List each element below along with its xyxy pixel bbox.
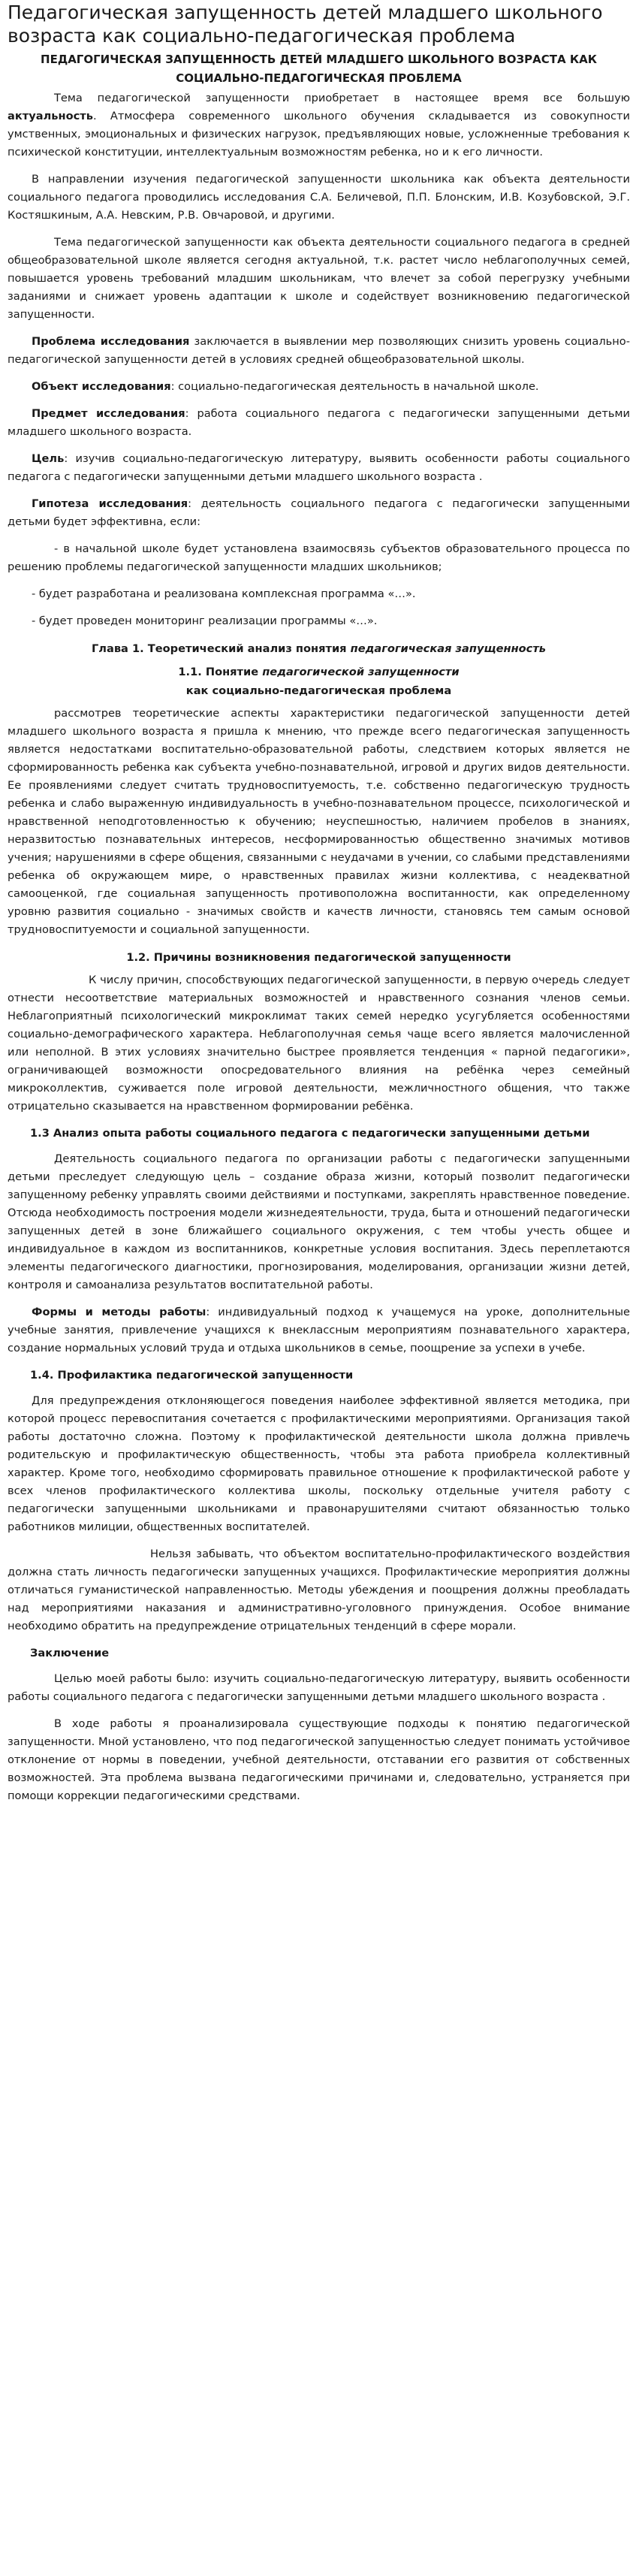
intro-paragraph-research: В направлении изучения педагогической запущенности школьника как объекта деятельности социального педагога проводились исследования С.А. Беличевой, П.П. Блонским, И.В. Козубовской, Э.Г. Костяшкиным, А.А. Невским, Р.В. Овчаровой, и другими. — [8, 173, 630, 222]
hypothesis-label: Гипотеза исследования — [32, 497, 188, 510]
problem-label: Проблема исследования — [32, 335, 190, 348]
section-heading-1-3: 1.3 Анализ опыта работы социального педагога с педагогически запущенными детьми — [30, 1127, 590, 1140]
research-hypothesis: Гипотеза исследования: деятельность социального педагога с педагогически запущенными детьми будет эффективна, если: — [8, 497, 631, 528]
goal-label: Цель — [32, 452, 65, 465]
section-heading-1-2: 1.2. Причины возникновения педагогической запущенности — [126, 951, 511, 964]
subject-label: Предмет исследования — [32, 407, 185, 420]
hypothesis-condition: - в начальной школе будет установлена взаимосвязь субъектов образовательного процесса по решению проблемы педагогической запущенности младших школьников; — [8, 542, 630, 573]
section-1-3-paragraph: Деятельность социального педагога по организации работы с педагогически запущенными детьми преследует следующую цель – создание образа жизни, который позволит педагогически запущенному ребенку управлять своими действиями и поступками, закреплять нравственное поведение. Отсюда необходимость построения модели жизнедеятельности, труда, быта и отношений педагогически запущенных детей в зоне ближайшего социального окружения, с тем чтобы учесть общее и индивидуальное в каждом из воспитанников, конкретные условия воспитания. Здесь переплетаются элементы педагогического диагностики, прогнозирования, моделирования, организации жизни детей, контроля и самоанализа результатов воспитательной работы. — [8, 1152, 630, 1291]
section-heading-1-1: 1.1. Понятие педагогической запущенности как социально-педагогическая проблема — [178, 666, 460, 697]
section-1-1-paragraph: рассмотрев теоретические аспекты характеристики педагогической запущенности детей младшего школьного возраста я пришла к мнению, что прежде всего педагогическая запущенность является недостатками воспитательно-образовательной работы, следствием которых является не сформированность ребенка как субъекта учебно-познавательной, игровой и других видов деятельности. Ее проявлениями следует считать трудновоспитуемость, т.е. собственно педагогическую трудность ребенка и слабо выраженную индивидуальность в учебно-познавательном процессе, психологической и нравственной неподготовленностью к обучению; неуспешностью, наличием пробелов в знаниях, неразвитостью познавательных интересов, несформированностью общественно значимых мотивов учения; нарушениями в сфере общения, связанными с неудачами в учении, со слабыми представлениями ребенка об окружающем мире, о нравственных правилах жизни коллектива, с неадекватной самооценкой, где социальная запущенность противоположна воспитанности, как определенному уровню развития социально - значимых свойств и качеств личности, становясь тем самым основой трудновоспитуемости и социальной запущенности. — [8, 707, 630, 936]
object-label: Объект исследования — [32, 380, 171, 393]
research-problem: Проблема исследования заключается в выявлении мер позволяющих снизить уровень социально-педагогической запущенности детей в условиях средней общеобразовательной школы. — [8, 335, 630, 366]
intro-paragraph-topic: Тема педагогической запущенности как объекта деятельности социального педагога в средней общеобразовательной школе является сегодня актуальной, т.к. растет число неблагополучных семей, повышается уровень требований младшим школьникам, что влечет за собой перегрузку учебными заданиями и снижает уровень адаптации к школе и содействует возникновению педагогической запущенности. — [8, 236, 630, 321]
forms-label: Формы и методы работы — [32, 1306, 206, 1318]
chapter-heading: Глава 1. Теоретический анализ понятия педагогическая запущенность — [91, 642, 547, 655]
research-goal: Цель: изучив социально-педагогическую литературу, выявить особенности работы социального педагога с педагогически запущенными детьми младшего школьного возраста . — [8, 452, 630, 483]
forms-and-methods: Формы и методы работы: индивидуальный подход к учащемуся на уроке, дополнительные учебные занятия, привлечение учащихся к внеклассным мероприятиям познавательного характера, создание нормальных условий труда и отдыха школьников в семье, поощрение за успехи в учебе. — [8, 1306, 631, 1354]
research-object: Объект исследования: социально-педагогическая деятельность в начальной школе. — [32, 380, 539, 393]
relevance-term: актуальность — [8, 110, 93, 122]
section-1-4-paragraph: Нельзя забывать, что объектом воспитательно-профилактического воздействия должна стать личность педагогически запущенных учащихся. Профилактические мероприятия должны отличаться гуманистической направленностью. Методы убеждения и поощрения должны преобладать над мероприятиями наказания и административно-уголовного принуждения. Особое внимание необходимо обратить на предупреждение отрицательных тенденций в сфере морали. — [8, 1548, 630, 1632]
hypothesis-condition: - будет проведен мониторинг реализации программы «…». — [32, 615, 378, 627]
section-heading-1-4: 1.4. Профилактика педагогической запущенности — [30, 1369, 354, 1382]
conclusion-heading: Заключение — [30, 1647, 110, 1659]
conclusion-paragraph: Целью моей работы было: изучить социально-педагогическую литературу, выявить особенности работы социального педагога с педагогически запущенными детьми младшего школьного возраста . — [8, 1672, 630, 1703]
section-1-4-paragraph: Для предупреждения отклоняющегося поведения наиболее эффективной является методика, при которой процесс перевоспитания сочетается с профилактическими мероприятиями. Организация такой работы достаточно сложна. Поэтому к профилактической деятельности школа должна привлечь родительскую и профилактическую общественность, чтобы эта работа приобрела коллективный характер. Кроме того, необходимо сформировать правильное отношение к профилактической работе у всех членов профилактического коллектива школы, поскольку отдельные учителя работу с педагогически запущенными школьниками и правонарушителями считают обязанностью только работников милиции, общественных воспитателей. — [8, 1394, 630, 1533]
research-subject: Предмет исследования: работа социального педагога с педагогически запущенными детьми младшего школьного возраста. — [8, 407, 630, 438]
document-title: Педагогическая запущенность детей младшего школьного возраста как социально-педагогическая проблема — [8, 2, 603, 47]
section-1-2-paragraph: К числу причин, способствующих педагогической запущенности, в первую очередь следует отнести несоответствие материальных возможностей и нравственного сознания членов семьи. Неблагоприятный психологический микроклимат таких семей нередко усугубляется особенностями социально-демографического характера. Неблагополучная семья чаще всего является малочисленной или неполной. В этих условиях значительно быстрее проявляется тенденция « парной педагогики», ограничивающей возможности опосредовательного влияния на ребёнка через семейный микроколлектив, суживается поле игровой деятельности, межличностного общения, что также отрицательно сказывается на нравственном формировании ребёнка. — [8, 974, 630, 1113]
document-subtitle: ПЕДАГОГИЧЕСКАЯ ЗАПУЩЕННОСТЬ ДЕТЕЙ МЛАДШЕГО ШКОЛЬНОГО ВОЗРАСТА КАК СОЦИАЛЬНО-ПЕДАГОГИЧЕСКАЯ ПРОБЛЕМА — [41, 53, 597, 85]
intro-paragraph-relevance: Тема педагогической запущенности приобретает в настоящее время все большую актуальность. Атмосфера современного школьного обучения складывается из совокупности умственных, эмоциональных и физических нагрузок, предъявляющих новые, усложненные требования к психической конституции, интеллектуальным возможностям ребенка, но и к его личности. — [8, 92, 630, 159]
conclusion-paragraph: В ходе работы я проанализировала существующие подходы к понятию педагогической запущенности. Мной установлено, что под педагогической запущенностью следует понимать устойчивое отклонение от нормы в поведении, учебной деятельности, отставании его развития от собственных возможностей. Эта проблема вызвана педагогическими причинами и, следовательно, устраняется при помощи коррекции педагогическими средствами. — [8, 1717, 630, 1802]
hypothesis-condition: - будет разработана и реализована комплексная программа «…». — [32, 587, 416, 600]
